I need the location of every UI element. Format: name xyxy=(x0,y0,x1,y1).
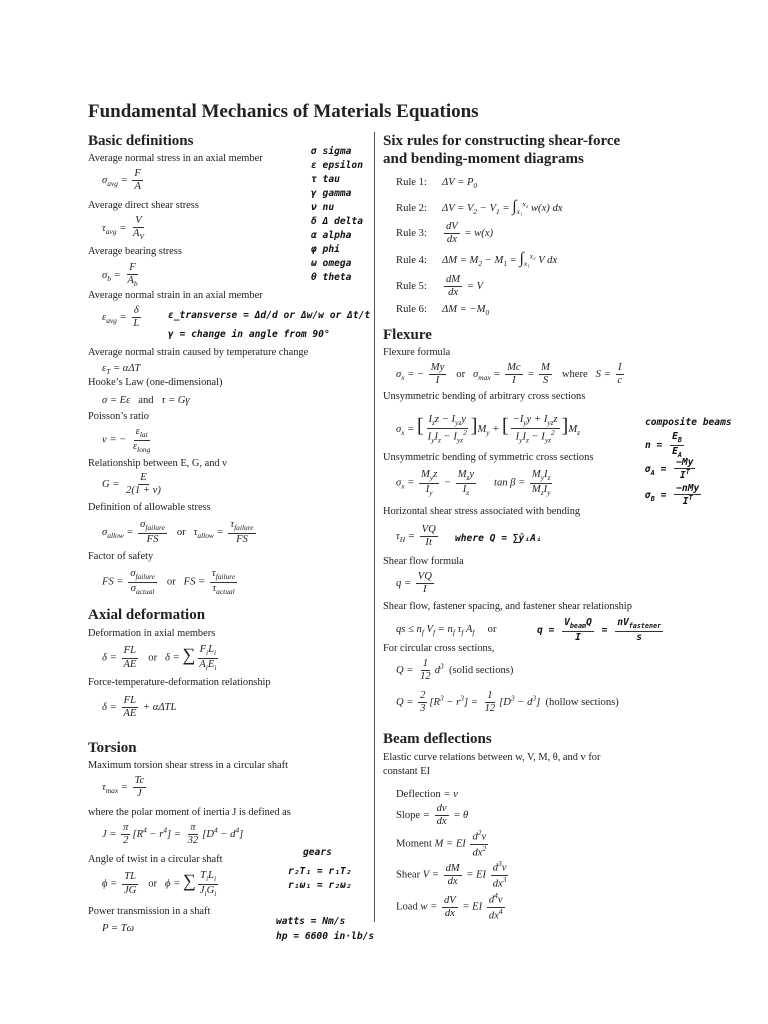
allowable-eq: $\sigma_{allow}$ = $\frac{\sigma_{failure}}{FS}$ or $\tau_{allow}$ = $\frac{\tau_{failure}}{FS}$ xyxy=(102,519,254,545)
rule-4: Rule 4: $\Delta M = M_2 - M_1 = \int_{x_1}^{x_2}$ V dx xyxy=(396,250,558,269)
moment-label: Moment xyxy=(396,838,432,850)
thermal-strain-label: Average normal strain caused by temperature change xyxy=(88,347,309,358)
circular-label: For circular cross sections, xyxy=(383,643,495,654)
greek-gamma: γ gamma xyxy=(311,188,352,199)
shear-label: Shear xyxy=(396,869,421,881)
rules-heading-line-2: and bending-moment diagrams xyxy=(383,151,584,167)
torsion-heading: Torsion xyxy=(88,740,137,756)
unsym-symmetric-label: Unsymmetric bending of symmetric cross sections xyxy=(383,452,594,463)
shear-eq: Shear V = $\frac{dM}{dx}$ = EI $\frac{d^3v}{dx^3}$ xyxy=(396,859,507,890)
elastic-label-1: Elastic curve relations between w, V, M, θ, and v for xyxy=(383,752,601,763)
slope-eq: Slope = $\frac{dv}{dx}$ = θ xyxy=(396,803,469,828)
greek-delta: δ Δ delta xyxy=(311,216,363,227)
deformation-label: Deformation in axial members xyxy=(88,628,216,639)
fastener-alt-eq: q = $\frac{V_{beam}Q}{I}$ = $\frac{nV_{fastener}}{s}$ xyxy=(537,617,662,643)
composite-n-eq: n = $\frac{E_B}{E_A}$ xyxy=(645,431,682,459)
gamma-note: γ = change in angle from 90° xyxy=(168,329,330,340)
rule-3: Rule 3: $\frac{dV}{dx}$ = w(x) xyxy=(396,221,494,246)
units-watts: watts = Nm/s xyxy=(276,916,346,927)
rule-1: Rule 1: $\Delta V = P_0$ xyxy=(396,177,478,191)
avg-normal-stress-label: Average normal stress in an axial member xyxy=(88,153,263,164)
hookes-law-label: Hooke’s Law (one-dimensional) xyxy=(88,377,223,388)
unsym-arbitrary-label: Unsymmetric bending of arbitrary cross sections xyxy=(383,391,586,402)
polar-moment-eq: J = $\frac{\pi}{2}$ $[R^4 - r^4]$ = $\frac{\pi}{32}$ $[D^4 - d^4]$ xyxy=(102,822,244,847)
slope-label: Slope xyxy=(396,810,421,822)
ftd-eq: δ = $\frac{FL}{AE}$ + αΔTL xyxy=(102,695,177,720)
rules-heading-line-1: Six rules for constructing shear-force xyxy=(383,133,621,149)
max-shear-eq: $\tau_{max}$ = $\frac{Tc}{J}$ xyxy=(102,775,145,800)
rule-5: Rule 5: $\frac{dM}{dx}$ = V xyxy=(396,274,484,299)
rule-6: Rule 6: $\Delta M = -M_0$ xyxy=(396,304,490,318)
unsym-arbitrary-eq: $\sigma_x$ = [ $\frac{I_zz - I_{yz}y}{I_yI_z - I_{yz}^2}$ ]$M_y$ + [ $\frac{-I_yy + I_{yz}z}{I_yI_z - I_{yz}^2}$ ]$M_z$ xyxy=(396,414,581,445)
composite-sigma-a-eq: $\sigma_A$ = $\frac{-My}{I^T}$ xyxy=(645,457,694,482)
column-divider xyxy=(374,132,375,922)
composite-title: composite beams xyxy=(645,417,732,428)
unsym-symmetric-eq: $\sigma_x$ = $\frac{M_yz}{I_y}$ − $\frac{M_zy}{I_z}$ tan β = $\frac{M_yI_z}{M_zI_y}$ xyxy=(396,469,551,497)
greek-nu: ν nu xyxy=(311,202,335,213)
moment-eq: Moment M = EI $\frac{d^2v}{dx^2}$ xyxy=(396,828,487,859)
flexure-formula-label: Flexure formula xyxy=(383,347,451,358)
basic-definitions-heading: Basic definitions xyxy=(88,133,194,149)
units-hp: hp = 6600 in·lb/s xyxy=(276,931,375,942)
avg-bearing-stress-label: Average bearing stress xyxy=(88,246,182,257)
power-label: Power transmission in a shaft xyxy=(88,906,211,917)
factor-of-safety-label: Factor of safety xyxy=(88,551,154,562)
horizontal-shear-label: Horizontal shear stress associated with bending xyxy=(383,506,581,517)
load-eq: Load w = $\frac{dV}{dx}$ = EI $\frac{d^4v}{dx^4}$ xyxy=(396,891,503,922)
factor-of-safety-eq: FS = $\frac{\sigma_{failure}}{\sigma_{actual}}$ or FS = $\frac{\tau_{failure}}{\tau_{actual}}$ xyxy=(102,568,236,596)
greek-theta: θ theta xyxy=(311,272,352,283)
polar-moment-label: where the polar moment of inertia J is defined as xyxy=(88,807,291,818)
avg-normal-strain-label: Average normal strain in an axial member xyxy=(88,290,263,301)
avg-normal-stress-eq: $\sigma_{avg}$ = $\frac{F}{A}$ xyxy=(102,168,141,193)
twist-label: Angle of twist in a circular shaft xyxy=(88,854,223,865)
relationship-eq: G = $\frac{E}{2(1 + \nu)}$ xyxy=(102,472,161,497)
power-eq: P = Tω xyxy=(102,923,135,934)
rule-4-label: Rule 4: xyxy=(396,255,427,266)
deformation-eq: δ = $\frac{FL}{AE}$ or δ = ∑ $\frac{F_iL_i}{A_iE_i}$ xyxy=(102,644,217,672)
thermal-strain-eq: $\varepsilon_T = \alpha\Delta T$ xyxy=(102,363,141,377)
greek-tau: τ tau xyxy=(311,174,340,185)
circular-solid-eq: Q = $\frac{1}{12}$ $d^3$ (solid sections) xyxy=(396,658,514,683)
avg-shear-stress-label: Average direct shear stress xyxy=(88,200,199,211)
circular-hollow-eq: Q = $\frac{2}{3}$ $[R^3 - r^3]$ = $\frac{1}{12}$ $[D^3 - d^3]$ (hollow sections) xyxy=(396,690,619,715)
transverse-strain-note: ε_transverse = Δd/d or Δw/w or Δt/t xyxy=(168,310,371,321)
rule-1-label: Rule 1: xyxy=(396,177,427,188)
elastic-label-2: constant EI xyxy=(383,766,431,777)
greek-epsilon: ε epsilon xyxy=(311,160,363,171)
twist-eq: ϕ = $\frac{TL}{JG}$ or ϕ = ∑ $\frac{T_iL_i}{J_iG_i}$ xyxy=(102,870,217,898)
load-label: Load xyxy=(396,901,418,913)
rule-2: Rule 2: $\Delta V = V_2 - V_1 = \int_{x_1}^{x_2}$ w(x) dx xyxy=(396,198,563,217)
shear-flow-eq: q = $\frac{VQ}{I}$ xyxy=(396,571,432,596)
rule-6-label: Rule 6: xyxy=(396,304,427,315)
greek-alpha: α alpha xyxy=(311,230,352,241)
hookes-law-eq: σ = Eε and τ = Gγ xyxy=(102,395,190,406)
gears-eq-1: r₂T₁ = r₁T₂ xyxy=(288,866,352,877)
where-q-note: where Q = ∑ȳᵢAᵢ xyxy=(455,533,542,544)
avg-normal-strain-eq: $\varepsilon_{avg}$ = $\frac{\delta}{L}$ xyxy=(102,305,140,330)
poisson-label: Poisson’s ratio xyxy=(88,411,149,422)
greek-phi: φ phi xyxy=(311,244,340,255)
gears-eq-2: r₁ω₁ = r₂ω₂ xyxy=(288,880,352,891)
greek-omega: ω omega xyxy=(311,258,352,269)
hollow-note: (hollow sections) xyxy=(545,697,619,709)
allowable-label: Definition of allowable stress xyxy=(88,502,211,513)
shear-flow-label: Shear flow formula xyxy=(383,556,464,567)
gears-title: gears xyxy=(303,847,332,858)
page-title: Fundamental Mechanics of Materials Equations xyxy=(88,101,479,122)
max-shear-label: Maximum torsion shear stress in a circular shaft xyxy=(88,760,288,771)
rule-2-label: Rule 2: xyxy=(396,203,427,214)
beam-deflections-heading: Beam deflections xyxy=(383,731,492,747)
horizontal-shear-eq: $\tau_H$ = $\frac{VQ}{It}$ xyxy=(396,524,436,549)
solid-note: (solid sections) xyxy=(449,665,514,677)
avg-shear-stress-eq: $\tau_{avg}$ = $\frac{V}{A_V}$ xyxy=(102,215,144,242)
avg-bearing-stress-eq: $\sigma_b$ = $\frac{F}{A_b}$ xyxy=(102,262,138,289)
poisson-eq: ν = − $\frac{\varepsilon_{lat}}{\varepsilon_{long}}$ xyxy=(102,426,151,454)
axial-deformation-heading: Axial deformation xyxy=(88,607,206,623)
deflection-label: Deflection xyxy=(396,789,441,800)
relationship-label: Relationship between E, G, and ν xyxy=(88,458,227,469)
greek-sigma: σ sigma xyxy=(311,146,352,157)
ftd-label: Force-temperature-deformation relationship xyxy=(88,677,271,688)
fastener-eq: qs ≤ $n_f$ $V_f = n_f$ $\tau_f$ $A_f$ or xyxy=(396,624,497,638)
deflection-eq: Deflection = v xyxy=(396,789,458,800)
composite-sigma-b-eq: $\sigma_B$ = $\frac{\text{−nMy}}{I^T}$ xyxy=(645,483,700,508)
rule-3-label: Rule 3: xyxy=(396,228,427,240)
flexure-heading: Flexure xyxy=(383,327,432,343)
rule-5-label: Rule 5: xyxy=(396,281,427,293)
fastener-label: Shear flow, fastener spacing, and fastener shear relationship xyxy=(383,601,632,612)
flexure-formula-eq: $\sigma_x$ = − $\frac{My}{I}$ or $\sigma_{max}$ = $\frac{Mc}{I}$ = $\frac{M}{S}$ where S = $\frac{I}{c}$ xyxy=(396,362,623,387)
